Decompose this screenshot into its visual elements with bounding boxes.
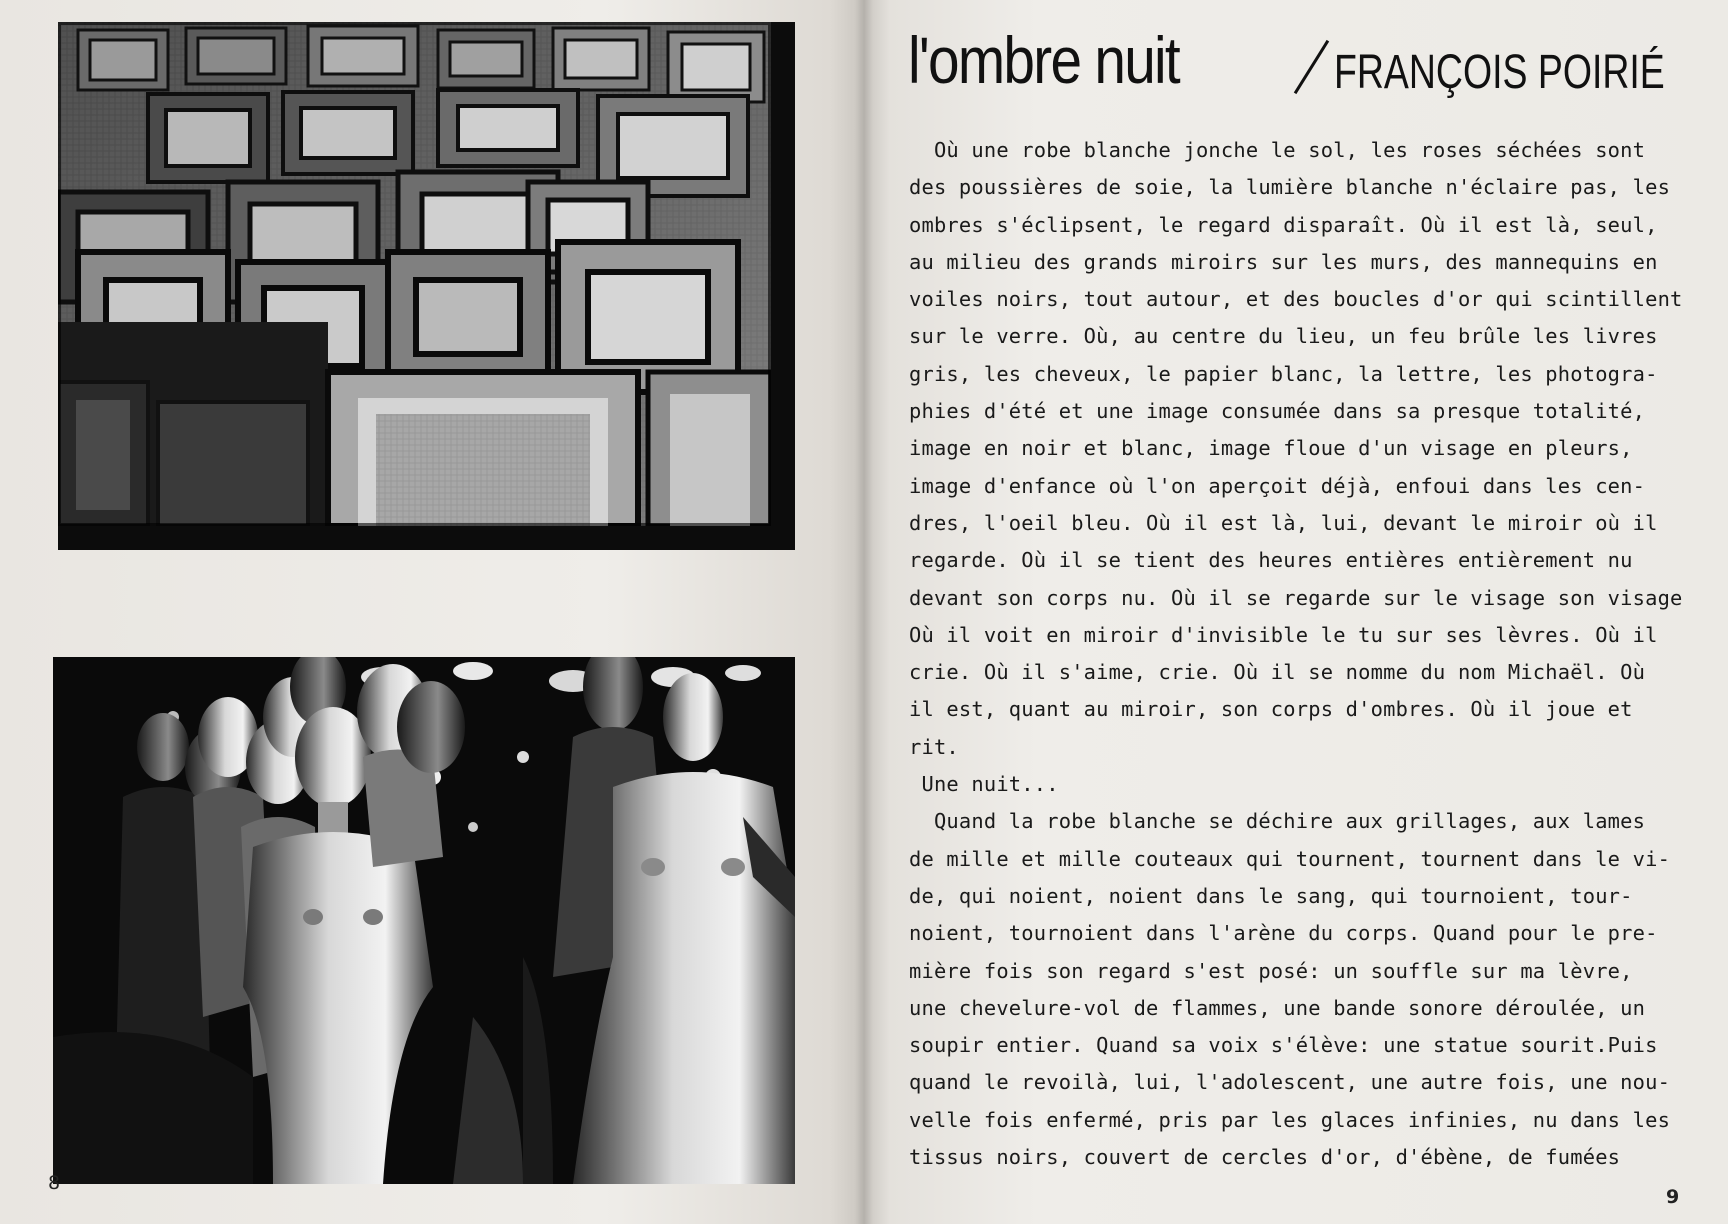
body-line: devant son corps nu. Où il se regarde sur le visage son visage [909,585,1683,610]
body-line: il est, quant au miroir, son corps d'ombres. Où il joue et [909,697,1633,722]
body-line: image d'enfance où l'on aperçoit déjà, enfoui dans les cen- [909,473,1646,498]
body-line: mière fois son regard s'est posé: un souffle sur ma lèvre, [909,958,1633,983]
body-line: Une nuit... [909,772,1059,797]
body-line: phies d'été et une image consumée dans sa presque totalité, [909,399,1646,424]
body-line: Où une robe blanche jonche le sol, les roses séchées sont [909,138,1646,162]
photo-picture-frames [58,22,795,550]
article-body [909,132,1719,1176]
body-line: crie. Où il s'aime, crie. Où il se nomme du nom Michaël. Où [909,660,1646,685]
frames-illustration [58,22,771,526]
body-line: regarde. Où il se tient des heures entières entièrement nu [909,548,1633,573]
body-line: dres, l'oeil bleu. Où il est là, lui, devant le miroir où il [909,510,1658,535]
body-line: au milieu des grands miroirs sur les murs, des mannequins en [909,249,1658,274]
body-line: image en noir et blanc, image floue d'un visage en pleurs, [909,436,1633,461]
body-line: Où il voit en miroir d'invisible le tu sur ses lèvres. Où il [909,622,1658,647]
body-line: rit. [909,734,959,759]
body-line: sur le verre. Où, au centre du lieu, un feu brûle les livres [909,324,1658,349]
body-line: de, qui noient, noient dans le sang, qui tournoient, tour- [909,883,1633,908]
mannequins-illustration [53,657,795,1184]
body-line: noient, tournoient dans l'arène du corps. Quand pour le pre- [909,921,1658,946]
article-author: FRANÇOIS POIRIÉ [1334,46,1665,99]
body-line: tissus noirs, couvert de cercles d'or, d'ébène, de fumées [909,1145,1621,1170]
article-heading [908,20,1708,100]
body-line: soupir entier. Quand sa voix s'élève: une statue sourit.Puis [909,1033,1658,1058]
body-line: de mille et mille couteaux qui tournent, tournent dans le vi- [909,846,1671,871]
page-number-right: 9 [1666,1186,1680,1208]
photo-mannequins [53,657,795,1184]
body-line: ombres s'éclipsent, le regard disparaît. Où il est là, seul, [909,212,1658,237]
body-line: velle fois enfermé, pris par les glaces infinies, nu dans les [909,1107,1671,1132]
article-title: l'ombre nuit [908,23,1179,97]
right-page [864,0,1728,1224]
body-line: voiles noirs, tout autour, et des boucles d'or qui scintillent [909,287,1683,312]
title-separator-slash [1294,40,1329,94]
page-number-left: 8 [48,1172,61,1194]
body-line: quand le revoilà, lui, l'adolescent, une autre fois, une nou- [909,1070,1671,1095]
body-line: des poussières de soie, la lumière blanche n'éclaire pas, les [909,175,1671,200]
body-line: gris, les cheveux, le papier blanc, la lettre, les photogra- [909,361,1658,386]
body-line: Quand la robe blanche se déchire aux grillages, aux lames [909,809,1646,834]
body-line: une chevelure-vol de flammes, une bande sonore déroulée, un [909,995,1646,1020]
